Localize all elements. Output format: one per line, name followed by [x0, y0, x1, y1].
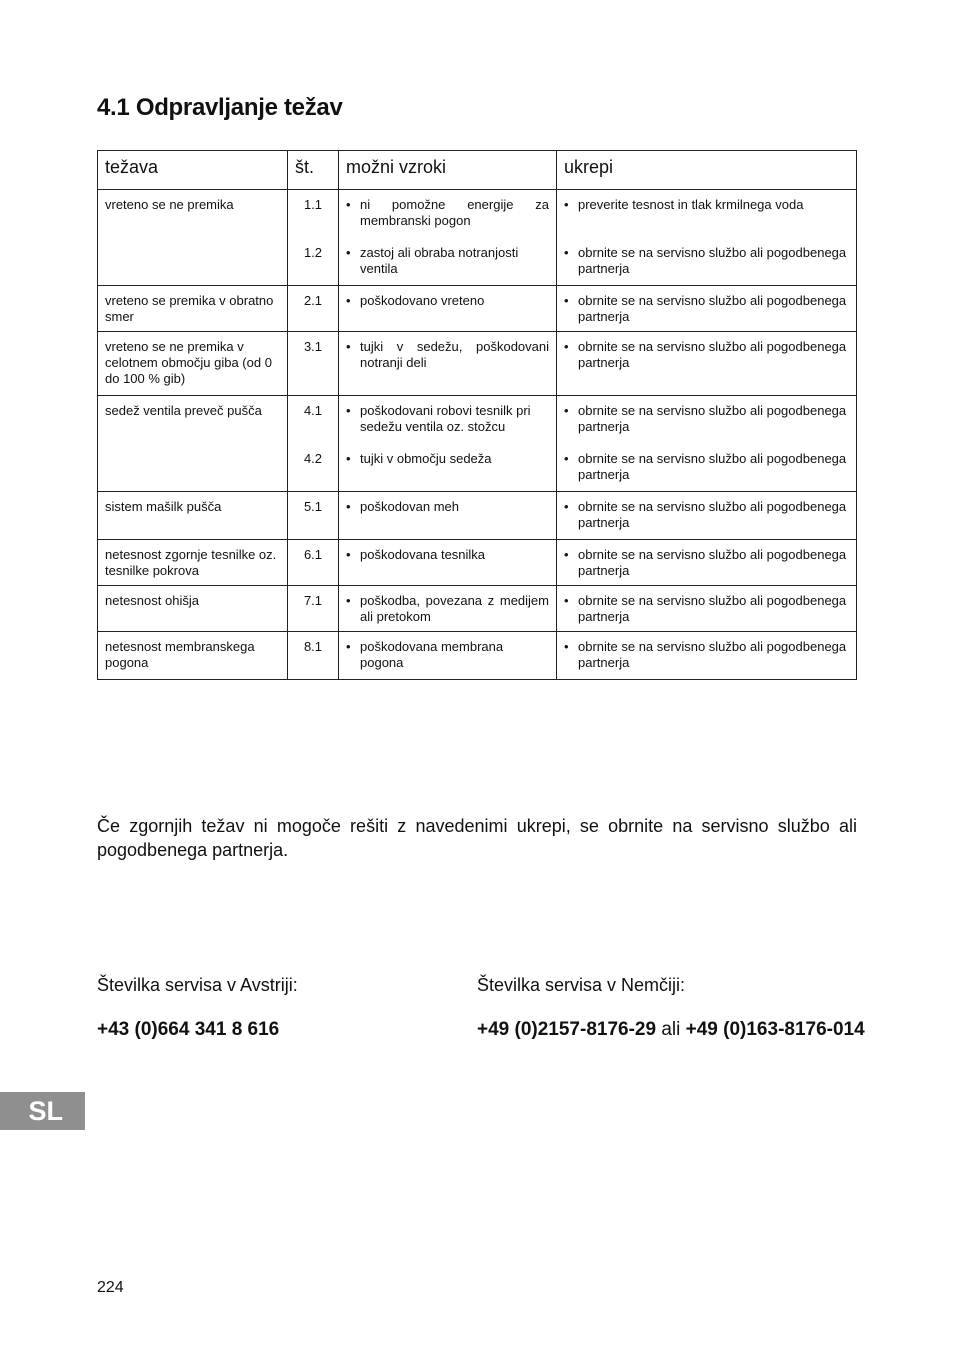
- cause-item: • poškodovano vreteno: [346, 293, 549, 325]
- table-row: [98, 540, 857, 586]
- table-row: [98, 332, 857, 396]
- action-stack: [564, 499, 849, 531]
- table-body: [98, 190, 857, 680]
- action-item: • obrnite se na servisno službo ali pogodbenega partnerja: [564, 593, 849, 625]
- service-germany-number-1: +49 (0)2157-8176-29: [477, 1019, 657, 1040]
- cause-stack: [346, 403, 549, 483]
- cell-problem: vreteno se ne premika v celotnem območju giba (od 0 do 100 % gib): [98, 332, 288, 396]
- cell-number: [288, 286, 339, 332]
- entry-number: 4.1: [303, 403, 323, 418]
- cause-stack: [346, 499, 549, 531]
- cell-number: [288, 190, 339, 286]
- cell-actions: [557, 632, 857, 680]
- cell-problem: netesnost membranskega pogona: [98, 632, 288, 680]
- service-germany-number-2: +49 (0)163-8176-014: [685, 1019, 865, 1040]
- cell-actions: [557, 332, 857, 396]
- cell-number: [288, 492, 339, 540]
- action-stack: [564, 403, 849, 483]
- cell-causes: [339, 492, 557, 540]
- action-item: • obrnite se na servisno službo ali pogodbenega partnerja: [564, 293, 849, 325]
- cause-item: • poškodovan meh: [346, 499, 549, 531]
- header-actions: ukrepi: [557, 151, 857, 190]
- cause-item: • poškodovana tesnilka: [346, 547, 549, 579]
- action-stack: [564, 197, 849, 277]
- number-stack: [295, 499, 331, 531]
- action-stack: [564, 293, 849, 325]
- service-germany-label: Številka servisa v Nemčiji:: [477, 975, 686, 995]
- header-problem: težava: [98, 151, 288, 190]
- entry-number: 7.1: [303, 593, 323, 608]
- entry-number: 2.1: [303, 293, 323, 308]
- action-item: • preverite tesnost in tlak krmilnega voda: [564, 197, 849, 229]
- action-stack: [564, 339, 849, 371]
- cell-actions: [557, 190, 857, 286]
- entry-number: 8.1: [303, 639, 323, 654]
- number-stack: [295, 293, 331, 325]
- table-header-row: [98, 151, 857, 190]
- cell-actions: [557, 540, 857, 586]
- cell-number: [288, 632, 339, 680]
- number-stack: [295, 639, 331, 671]
- contact-note: Če zgornjih težav ni mogoče rešiti z navedenimi ukrepi, se obrnite na servisno službo ali pogodbenega partnerja.: [97, 816, 857, 860]
- cause-stack: [346, 339, 549, 371]
- cause-stack: [346, 593, 549, 625]
- cause-item: • poškodovani robovi tesnilk pri sedežu ventila oz. stožcu: [346, 403, 549, 435]
- cause-stack: [346, 639, 549, 671]
- cell-problem: netesnost zgornje tesnilke oz. tesnilke pokrova: [98, 540, 288, 586]
- cause-item: • poškodovana membrana pogona: [346, 639, 549, 671]
- table-row: [98, 492, 857, 540]
- cell-problem: vreteno se ne premika: [98, 190, 288, 286]
- cell-causes: [339, 332, 557, 396]
- table-row: [98, 286, 857, 332]
- cell-causes: [339, 190, 557, 286]
- table-row: [98, 396, 857, 492]
- entry-number: 5.1: [303, 499, 323, 514]
- number-stack: [295, 593, 331, 625]
- table-row: [98, 190, 857, 286]
- action-item: • obrnite se na servisno službo ali pogodbenega partnerja: [564, 403, 849, 435]
- table-row: [98, 632, 857, 680]
- troubleshooting-table: [97, 150, 857, 680]
- number-stack: [295, 403, 331, 483]
- action-item: • obrnite se na servisno službo ali pogodbenega partnerja: [564, 339, 849, 371]
- section-title: 4.1 Odpravljanje težav: [97, 94, 343, 121]
- action-stack: [564, 639, 849, 671]
- cell-causes: [339, 586, 557, 632]
- number-stack: [295, 197, 331, 277]
- cause-item: • tujki v sedežu, poškodovani notranji deli: [346, 339, 549, 371]
- cell-actions: [557, 286, 857, 332]
- cell-problem: vreteno se premika v obratno smer: [98, 286, 288, 332]
- entry-number: 4.2: [303, 451, 323, 466]
- cause-stack: [346, 197, 549, 277]
- table-row: [98, 586, 857, 632]
- cell-causes: [339, 540, 557, 586]
- cause-item: • poškodba, povezana z medijem ali pretokom: [346, 593, 549, 625]
- cause-item: • tujki v območju sedeža: [346, 451, 549, 483]
- cell-problem: netesnost ohišja: [98, 586, 288, 632]
- language-badge: SL: [0, 1092, 85, 1130]
- number-stack: [295, 339, 331, 371]
- service-austria-label: Številka servisa v Avstriji:: [97, 975, 298, 995]
- cell-number: [288, 396, 339, 492]
- cell-causes: [339, 396, 557, 492]
- action-item: • obrnite se na servisno službo ali pogodbenega partnerja: [564, 499, 849, 531]
- cause-stack: [346, 547, 549, 579]
- service-austria-number: +43 (0)664 341 8 616: [97, 1019, 280, 1040]
- cell-problem: sedež ventila preveč pušča: [98, 396, 288, 492]
- cause-item: • zastoj ali obraba notranjosti ventila: [346, 245, 549, 277]
- header-causes: možni vzroki: [339, 151, 557, 190]
- header-number: št.: [288, 151, 339, 190]
- cell-actions: [557, 396, 857, 492]
- cell-problem: sistem mašilk pušča: [98, 492, 288, 540]
- service-germany-numbers: [477, 1019, 865, 1041]
- cell-causes: [339, 286, 557, 332]
- cause-item: • ni pomožne energije za membranski pogon: [346, 197, 549, 229]
- action-item: • obrnite se na servisno službo ali pogodbenega partnerja: [564, 451, 849, 483]
- cause-stack: [346, 293, 549, 325]
- cell-number: [288, 332, 339, 396]
- action-item: • obrnite se na servisno službo ali pogodbenega partnerja: [564, 245, 849, 277]
- action-item: • obrnite se na servisno službo ali pogodbenega partnerja: [564, 639, 849, 671]
- entry-number: 1.1: [303, 197, 323, 212]
- entry-number: 3.1: [303, 339, 323, 354]
- entry-number: 1.2: [303, 245, 323, 260]
- cell-causes: [339, 632, 557, 680]
- page-number: 224: [97, 1279, 124, 1296]
- action-item: • obrnite se na servisno službo ali pogodbenega partnerja: [564, 547, 849, 579]
- cell-number: [288, 586, 339, 632]
- service-or-text: ali: [661, 1019, 681, 1040]
- number-stack: [295, 547, 331, 579]
- cell-actions: [557, 586, 857, 632]
- action-stack: [564, 547, 849, 579]
- entry-number: 6.1: [303, 547, 323, 562]
- cell-number: [288, 540, 339, 586]
- action-stack: [564, 593, 849, 625]
- cell-actions: [557, 492, 857, 540]
